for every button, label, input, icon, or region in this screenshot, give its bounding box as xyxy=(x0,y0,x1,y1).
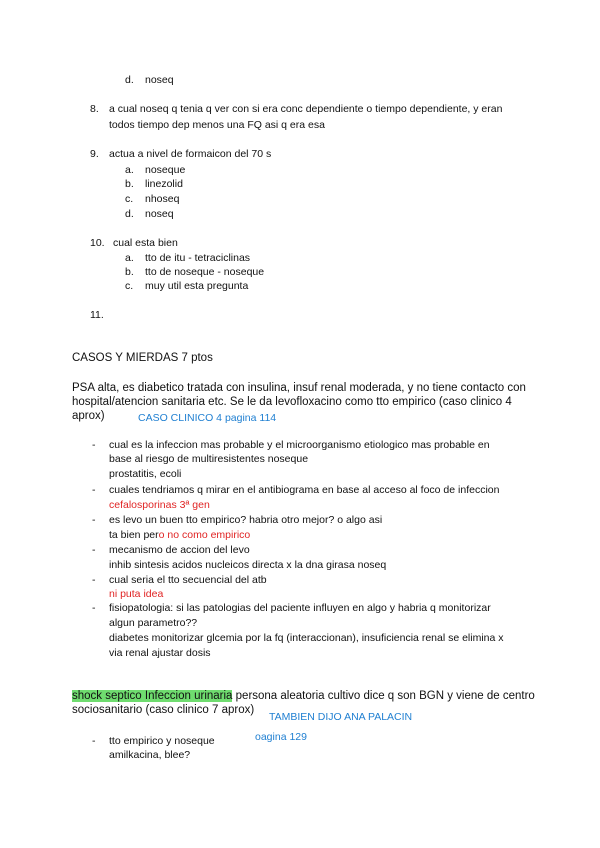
list-letter: d. xyxy=(125,74,134,86)
question-text: todos tiempo dep menos una FQ asi q era esa xyxy=(109,119,325,131)
bullet-dash: - xyxy=(92,484,96,496)
question-number: 11. xyxy=(90,309,104,321)
page-reference: oagina 129 xyxy=(255,731,307,743)
bullet-question: cual es la infeccion mas probable y el microorganismo etiologico mas probable en xyxy=(109,439,490,451)
option-text: noseque xyxy=(145,164,186,176)
page-reference: CASO CLINICO 4 pagina 114 xyxy=(138,412,277,424)
bullet-dash: - xyxy=(92,439,96,451)
bullet-answer-red: cefalosporinas 3ª gen xyxy=(109,499,210,511)
option-text: nhoseq xyxy=(145,193,180,205)
bullet-dash: - xyxy=(92,514,96,526)
option-text: tto de itu - tetraciclinas xyxy=(145,252,251,264)
bullet-question: es levo un buen tto empirico? habria otro mejor? o algo asi xyxy=(109,514,383,526)
case-text: sociosanitario (caso clinico 7 aprox) xyxy=(72,704,255,716)
option-text: noseq xyxy=(145,208,174,220)
option-letter: a. xyxy=(125,164,134,176)
option-letter: a. xyxy=(125,252,134,264)
page-reference: TAMBIEN DIJO ANA PALACIN xyxy=(269,711,413,723)
bullet-question: base al riesgo de multiresistentes noseque xyxy=(109,453,309,465)
bullet-answer: amilkacina, blee? xyxy=(109,749,191,761)
question-number: 10. xyxy=(90,237,105,249)
highlighted-text: shock septico Infeccion urinaria xyxy=(72,690,233,702)
option-letter: b. xyxy=(125,266,134,278)
question-text: cual esta bien xyxy=(113,237,178,249)
case-text: hospital/atencion sanitaria etc. Se le da levofloxacino como tto empirico (caso clinico 4 xyxy=(72,396,512,408)
bullet-dash: - xyxy=(92,602,96,614)
list-item-text: noseq xyxy=(145,74,174,86)
bullet-answer: diabetes monitorizar glcemia por la fq (interaccionan), insuficiencia renal se elimina x xyxy=(109,632,504,644)
case-text: PSA alta, es diabetico tratada con insulina, insuf renal moderada, y no tiene contacto con xyxy=(72,382,526,394)
answer-red: o no como empirico xyxy=(158,529,251,541)
option-text: linezolid xyxy=(145,178,183,190)
bullet-question: cuales tendriamos q mirar en el antibiograma en base al acceso al foco de infeccion xyxy=(109,484,500,496)
case-text-rest: persona aleatoria cultivo dice q son BGN y viene de centro xyxy=(232,690,535,702)
bullet-dash: - xyxy=(92,574,96,586)
bullet-answer: inhib sintesis acidos nucleicos directa x la dna girasa noseq xyxy=(109,559,387,571)
bullet-question: algun parametro?? xyxy=(109,617,198,629)
bullet-question: fisiopatologia: si las patologias del paciente influyen en algo y habria q monitorizar xyxy=(109,602,491,614)
answer-prefix: ta bien per xyxy=(109,529,159,541)
bullet-dash: - xyxy=(92,544,96,556)
option-text: muy util esta pregunta xyxy=(145,280,249,292)
bullet-answer: via renal ajustar dosis xyxy=(109,647,211,659)
question-text: actua a nivel de formaicon del 70 s xyxy=(109,148,272,160)
bullet-answer-red: ni puta idea xyxy=(109,588,164,600)
option-letter: c. xyxy=(125,280,134,292)
bullet-answer: prostatitis, ecoli xyxy=(109,468,182,480)
option-letter: d. xyxy=(125,208,134,220)
case-text: aprox) xyxy=(72,410,105,422)
question-number: 8. xyxy=(90,103,99,115)
bullet-question: mecanismo de accion del levo xyxy=(109,544,250,556)
section-title: CASOS Y MIERDAS 7 ptos xyxy=(72,352,213,364)
option-letter: b. xyxy=(125,178,134,190)
case-text xyxy=(72,689,535,703)
question-number: 9. xyxy=(90,148,99,160)
bullet-question: cual seria el tto secuencial del atb xyxy=(109,574,267,586)
bullet-question: tto empirico y noseque xyxy=(109,735,215,747)
option-text: tto de noseque - noseque xyxy=(145,266,265,278)
option-letter: c. xyxy=(125,193,134,205)
question-text: a cual noseq q tenia q ver con si era conc dependiente o tiempo dependiente, y eran xyxy=(109,103,503,115)
bullet-dash: - xyxy=(92,735,96,747)
bullet-answer xyxy=(109,528,250,542)
